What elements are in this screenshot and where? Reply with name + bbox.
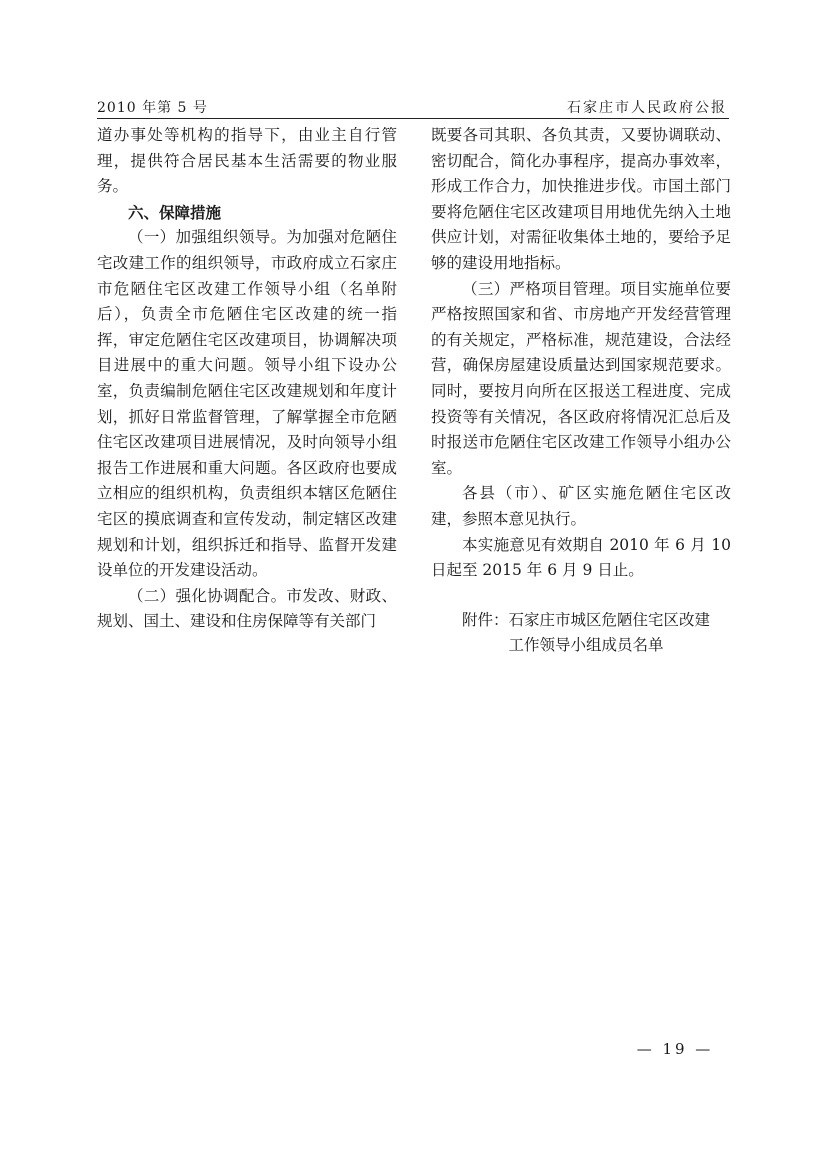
- right-column: [431, 123, 731, 659]
- page-number: — 19 —: [636, 1040, 714, 1058]
- section-title: 六、保障措施: [128, 202, 222, 222]
- paragraph: （三）严格项目管理。项目实施单位要严格按照国家和省、市房地产开发经营管理的有关规定，严格标准，规范建设，合法经营，确保房屋建设质量达到国家规范要求。同时，要按月向所在区报送工程进度、完成投资等有关情况，各区政府将情况汇总后及时报送市危陋住宅区改建工作领导小组办公室。: [431, 279, 731, 477]
- paragraph: 本实施意见有效期自 2010 年 6 月 10 日起至 2015 年 6 月 9 日止。: [431, 535, 731, 580]
- attachment-title: 石家庄市城区危陋住宅区改建: [508, 610, 711, 629]
- attachment-label: 附件：: [462, 610, 509, 629]
- journal-title: 石家庄市人民政府公报: [567, 100, 727, 116]
- paragraph: （二）强化协调配合。市发改、财政、规划、国土、建设和住房保障等有关部门: [97, 586, 397, 631]
- paragraph: 道办事处等机构的指导下，由业主自行管理，提供符合居民基本生活需要的物业服务。: [97, 126, 397, 196]
- paragraph: 既要各司其职、各负其责，又要协调联动、密切配合，简化办事程序，提高办事效率，形成工作合力，加快推进步伐。市国土部门要将危陋住宅区改建项目用地优先纳入土地供应计划，对需征收集体土地的，要给予足够的建设用地指标。: [431, 126, 731, 272]
- issue-label: 2010 年第 5 号: [97, 100, 208, 116]
- page-header: [97, 93, 727, 117]
- header-rule: [97, 118, 729, 119]
- paragraph: 各县（市）、矿区实施危陋住宅区改建，参照本意见执行。: [431, 484, 731, 528]
- left-column: [97, 123, 397, 635]
- attachment: [431, 608, 731, 634]
- paragraph: （一）加强组织领导。为加强对危陋住宅改建工作的组织领导，市政府成立石家庄市危陋住宅区改建工作领导小组（名单附后），负责全市危陋住宅区改建的统一指挥，审定危陋住宅区改建项目，协调解决项目进展中的重大问题。领导小组下设办公室，负责编制危陋住宅区改建规划和年度计划，抓好日常监督管理，了解掌握全市危陋住宅区改建项目进展情况，及时向领导小组报告工作进展和重大问题。各区政府也要成立相应的组织机构，负责组织本辖区危陋住宅区的摸底调查和宣传发动，制定辖区改建规划和计划，组织拆迁和指导、监督开发建设单位的开发建设活动。: [97, 228, 397, 580]
- attachment-title-cont: 工作领导小组成员名单: [508, 636, 664, 655]
